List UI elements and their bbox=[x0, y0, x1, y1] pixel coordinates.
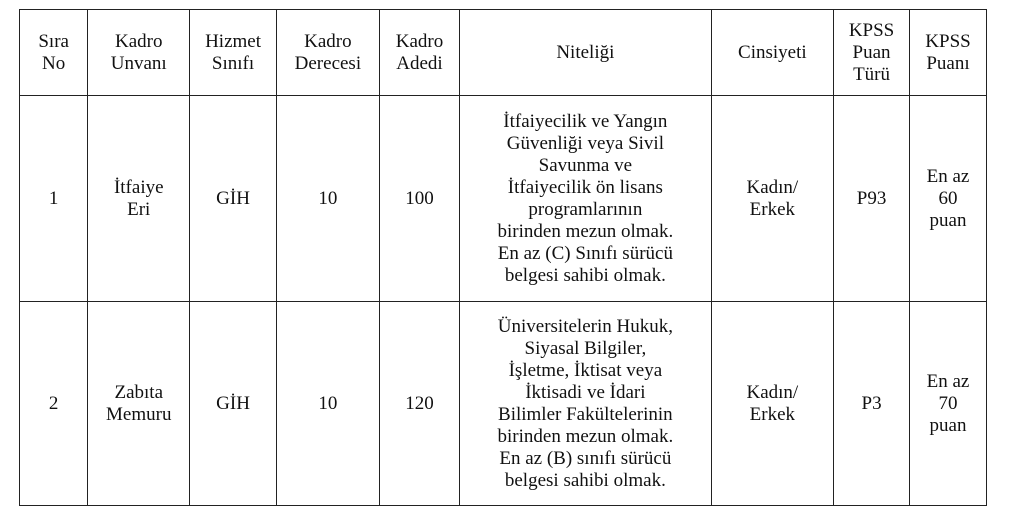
table-row bbox=[20, 302, 987, 506]
cell-sira-no: 1 bbox=[20, 96, 88, 302]
header-row bbox=[20, 10, 987, 96]
header-kadro-derecesi: Kadro Derecesi bbox=[276, 10, 379, 96]
cell-kadro-derecesi: 10 bbox=[276, 302, 379, 506]
cell-hizmet-sinifi: GİH bbox=[190, 96, 277, 302]
cell-sira-no: 2 bbox=[20, 302, 88, 506]
kadro-table bbox=[19, 9, 987, 506]
header-sira-no: Sıra No bbox=[20, 10, 88, 96]
header-kadro-unvani: Kadro Unvanı bbox=[88, 10, 190, 96]
header-hizmet-sinifi: Hizmet Sınıfı bbox=[190, 10, 277, 96]
cell-niteligi: Üniversitelerin Hukuk, Siyasal Bilgiler, İşletme, İktisat veya İktisadi ve İdari Bilimler Fakültelerinin birinden mezun olmak. En az (B) sınıfı sürücü belgesi sahibi olmak. bbox=[460, 302, 712, 506]
header-kpss-puan-turu: KPSS Puan Türü bbox=[834, 10, 910, 96]
cell-kpss-puani: En az 70 puan bbox=[909, 302, 986, 506]
header-cinsiyeti: Cinsiyeti bbox=[711, 10, 834, 96]
cell-kadro-unvani: İtfaiye Eri bbox=[88, 96, 190, 302]
header-kadro-adedi: Kadro Adedi bbox=[379, 10, 459, 96]
cell-kpss-puani: En az 60 puan bbox=[909, 96, 986, 302]
cell-cinsiyeti: Kadın/ Erkek bbox=[711, 96, 834, 302]
cell-hizmet-sinifi: GİH bbox=[190, 302, 277, 506]
cell-kadro-adedi: 100 bbox=[379, 96, 459, 302]
cell-cinsiyeti: Kadın/ Erkek bbox=[711, 302, 834, 506]
header-kpss-puani: KPSS Puanı bbox=[909, 10, 986, 96]
cell-kadro-adedi: 120 bbox=[379, 302, 459, 506]
cell-kadro-derecesi: 10 bbox=[276, 96, 379, 302]
cell-kpss-puan-turu: P3 bbox=[834, 302, 910, 506]
cell-kadro-unvani: Zabıta Memuru bbox=[88, 302, 190, 506]
cell-kpss-puan-turu: P93 bbox=[834, 96, 910, 302]
table-row bbox=[20, 96, 987, 302]
cell-niteligi: İtfaiyecilik ve Yangın Güvenliği veya Sivil Savunma ve İtfaiyecilik ön lisans programlarının birinden mezun olmak. En az (C) Sınıfı sürücü belgesi sahibi olmak. bbox=[460, 96, 712, 302]
header-niteligi: Niteliği bbox=[460, 10, 712, 96]
